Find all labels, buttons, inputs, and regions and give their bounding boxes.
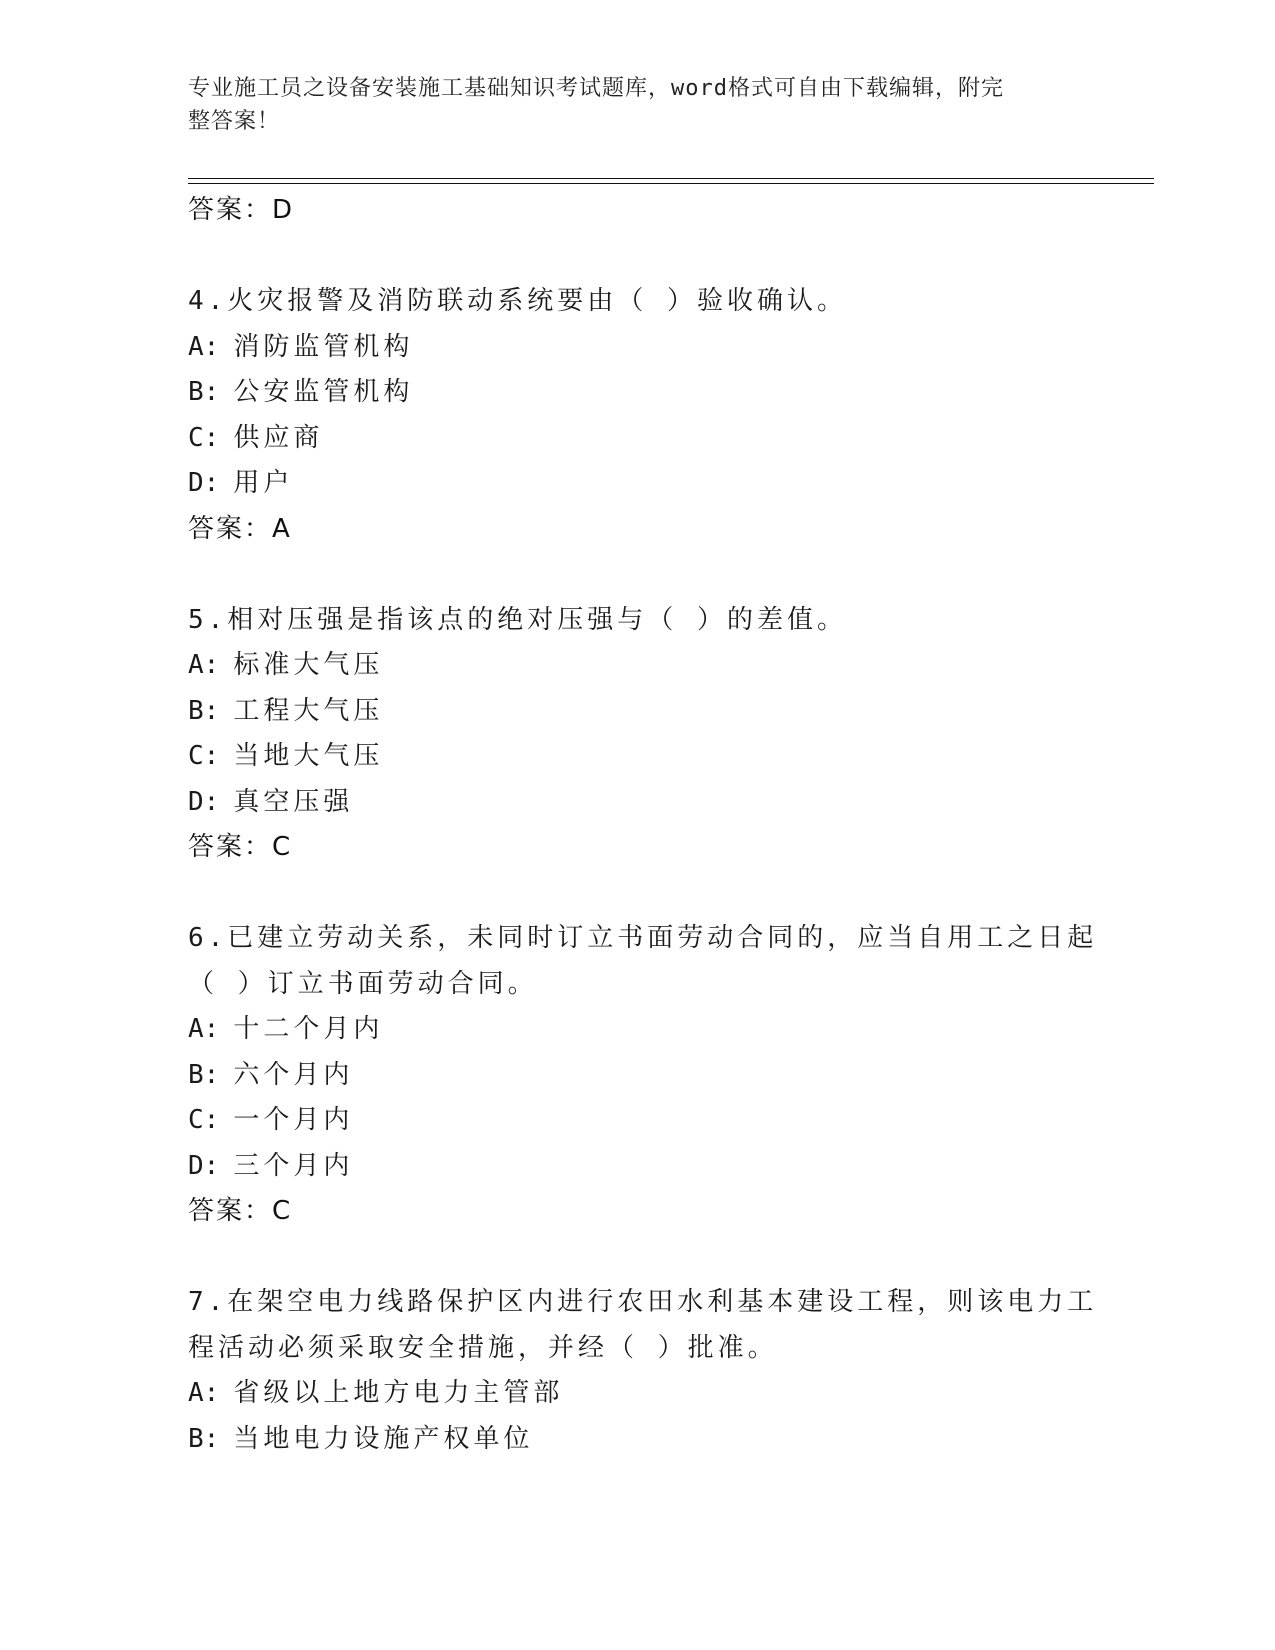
- option-letter: D:: [188, 468, 220, 498]
- option-text: 公安监管机构: [233, 377, 414, 407]
- question-text-continued: 程活动必须采取安全措施，并经（ ）批准。: [188, 1332, 778, 1363]
- question-text: 5.相对压强是指该点的绝对压强与（ ）的差值。: [188, 604, 847, 635]
- question-block: [188, 916, 1098, 1235]
- option-c: [188, 416, 1088, 462]
- question-list: [188, 188, 1098, 1462]
- option-letter: B:: [188, 1423, 220, 1454]
- question-block: [188, 279, 1088, 552]
- option-c: [188, 1098, 1088, 1144]
- option-letter: C:: [188, 741, 220, 771]
- option-letter: B:: [188, 1059, 220, 1090]
- option-a: [188, 325, 1088, 371]
- option-text: 一个月内: [233, 1105, 354, 1135]
- block-spacer: [188, 234, 1088, 280]
- question-text-continued: （ ）订立书面劳动合同。: [188, 968, 538, 999]
- option-a: [188, 1371, 1088, 1417]
- option-text: 省级以上地方电力主管部: [233, 1378, 564, 1408]
- option-letter: D:: [188, 786, 220, 817]
- question-block: [188, 598, 1088, 871]
- option-a: [188, 1007, 1088, 1053]
- option-text: 当地电力设施产权单位: [233, 1423, 534, 1454]
- option-letter: A:: [188, 1378, 220, 1408]
- option-text: 工程大气压: [233, 695, 384, 726]
- option-text: 用户: [233, 468, 294, 498]
- header-divider-bottom: [188, 183, 1154, 184]
- option-text: 真空压强: [233, 786, 354, 817]
- option-d: [188, 780, 1088, 826]
- option-b: [188, 689, 1088, 735]
- question-text: 4.火灾报警及消防联动系统要由（ ）验收确认。: [188, 286, 847, 316]
- option-letter: C:: [188, 422, 220, 453]
- option-text: 当地大气压: [233, 741, 384, 771]
- block-spacer: [188, 552, 1088, 598]
- header-divider-top: [188, 178, 1154, 179]
- answer-text: 答案：D: [188, 195, 295, 225]
- question-text: 7.在架空电力线路保护区内进行农田水利基本建设工程，则该电力工: [188, 1287, 1098, 1317]
- option-text: 六个月内: [233, 1059, 354, 1090]
- option-letter: A:: [188, 331, 220, 362]
- option-letter: C:: [188, 1105, 220, 1135]
- option-text: 三个月内: [233, 1150, 354, 1181]
- option-d: [188, 1144, 1088, 1190]
- header-line-2: 整答案！: [188, 109, 281, 134]
- option-d: [188, 461, 1088, 507]
- option-b: [188, 370, 1088, 416]
- block-spacer: [188, 1235, 1088, 1281]
- option-c: [188, 734, 1088, 780]
- answer-text: 答案：C: [188, 832, 293, 862]
- document-header: [188, 72, 1078, 138]
- option-b: [188, 1417, 1088, 1463]
- option-text: 标准大气压: [233, 650, 384, 680]
- option-text: 消防监管机构: [233, 331, 414, 362]
- option-letter: B:: [188, 377, 220, 407]
- block-spacer: [188, 871, 1088, 917]
- question-block: [188, 1280, 1098, 1462]
- answer-text: 答案：A: [188, 513, 292, 544]
- question-text: 6.已建立劳动关系，未同时订立书面劳动合同的，应当自用工之日起: [188, 923, 1098, 953]
- header-line-1: 专业施工员之设备安装施工基础知识考试题库，word格式可自由下载编辑，附完: [188, 76, 1004, 101]
- option-text: 供应商: [233, 422, 324, 453]
- option-a: [188, 643, 1088, 689]
- answer-text: 答案：C: [188, 1196, 293, 1226]
- option-text: 十二个月内: [233, 1014, 384, 1044]
- option-b: [188, 1053, 1088, 1099]
- option-letter: A:: [188, 650, 220, 680]
- option-letter: B:: [188, 695, 220, 726]
- option-letter: A:: [188, 1014, 220, 1044]
- option-letter: D:: [188, 1150, 220, 1181]
